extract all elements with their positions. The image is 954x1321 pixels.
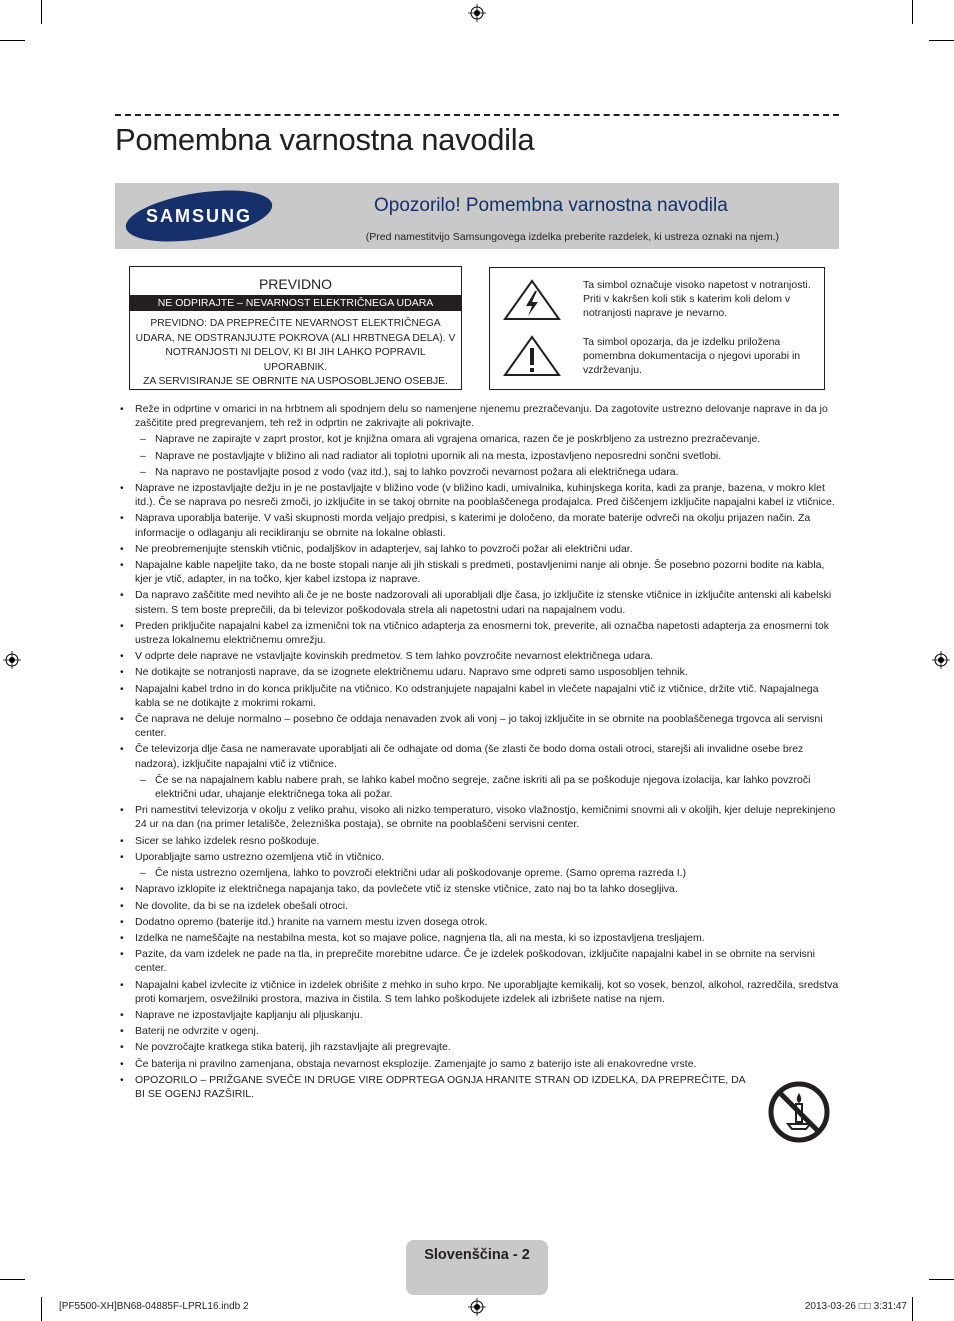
crop-mark [0, 40, 25, 41]
page-number-label: Slovenščina - 2 [424, 1247, 530, 1263]
caution-line: UDARA, NE ODSTRANJUJTE POKROVA (ALI HRBTNEGA DELA). V [135, 332, 456, 344]
no-open-flame-icon [768, 1081, 830, 1143]
high-voltage-icon [502, 278, 562, 322]
page-title: Pomembna varnostna navodila [115, 122, 535, 157]
registration-mark-icon [468, 1298, 486, 1316]
sub-list-item: – Naprave ne postavljajte v bližino ali nad radiator ali toplotni upornik ali na mesta, izpostavljeno neposredni sončni svetlobi. [120, 449, 842, 463]
list-item: • Baterij ne odvrzite v ogenj. [120, 1024, 842, 1038]
list-item: • Izdelka ne nameščajte na nestabilna mesta, kot so majave police, nagnjena tla, ali na mesta, ki so izpostavljena tresljajem. [120, 931, 842, 945]
footer-file: [PF5500-XH]BN68-04885F-LPRL16.indb 2 [59, 1301, 249, 1312]
symbols-box [489, 267, 825, 390]
warning-banner [115, 183, 839, 249]
footer-timestamp: 2013-03-26 □□ 3:31:47 [804, 1301, 907, 1312]
crop-mark [912, 1297, 913, 1321]
caution-heading: PREVIDNO [258, 276, 333, 292]
caution-bar: NE ODPIRAJTE – NEVARNOST ELEKTRIČNEGA UDARA [130, 295, 461, 311]
registration-mark-icon [3, 651, 21, 669]
list-item: • Pazite, da vam izdelek ne pade na tla, in preprečite morebitne udarce. Če je izdelek poškodovan, izključite napajalni kabel in se obrnite na servisni center. [120, 947, 842, 975]
registration-mark-icon [468, 4, 486, 22]
list-item: • V odprte dele naprave ne vstavljajte kovinskih predmetov. S tem lahko povzročite nevarnost električnega udara. [120, 649, 842, 663]
instruction-list [120, 402, 842, 1103]
crop-mark [912, 0, 913, 24]
list-item: • Če televizorja dlje časa ne nameravate uporabljati ali če odhajate od doma (še zlasti če bodo doma ostali otroci, starejši ali invalidne osebe brez nadzora), izključite napajalni vtič iz vtičnice. [120, 742, 842, 770]
list-item: • Dodatno opremo (baterije itd.) hranite na varnem mestu izven dosega otrok. [120, 915, 842, 929]
warning-text: Ta simbol opozarja, da je izdelku priložena pomembna dokumentacija o njegovi uporabi in vzdrževanju. [583, 336, 801, 376]
list-item: • Če naprava ne deluje normalno – posebno če oddaja nenavaden zvok ali vonj – jo takoj izključite in se obrnite na pooblaščenega trgovca ali servisni center. [120, 712, 842, 740]
page-tab [406, 1240, 548, 1295]
list-item: • Sicer se lahko izdelek resno poškoduje. [120, 834, 842, 848]
list-item: • Ne dotikajte se notranjosti naprave, da se izognete električnemu udaru. Napravo sme odpreti samo usposobljen tehnik. [120, 665, 842, 679]
list-item: • Pri namestitvi televizorja v okolju z veliko prahu, visoko ali nizko temperaturo, visoko vlažnostjo, kemičnimi snovmi ali v okoljih, kjer deluje neprekinjeno 24 ur na dan (na primer letališče, železniška postaja), se obrnite na pooblaščeni servisni center. [120, 803, 842, 831]
crop-mark [41, 1297, 42, 1321]
crop-mark [929, 1279, 954, 1280]
list-item: • Napajalni kabel izvlecite iz vtičnice in izdelek obrišite z mehko in suho krpo. Ne uporabljajte kemikalij, kot so vosek, benzol, alkohol, razredčila, sredstva proti komarjem, osvežilniki prostora, maziva in čistila. S tem lahko poškodujete izdelek ali izbrišete natise na njem. [120, 978, 842, 1006]
banner-subtitle: (Pred namestitvijo Samsungovega izdelka preberite razdelek, ki ustreza oznaki na njem.) [365, 231, 779, 243]
list-item: • OPOZORILO – PRIŽGANE SVEČE IN DRUGE VIRE ODPRTEGA OGNJA HRANITE STRAN OD IZDELKA, DA PREPREČITE, DA BI SE OGENJ RAZŠIRIL. [120, 1073, 750, 1101]
sub-list-item: – Če nista ustrezno ozemljena, lahko to povzroči električni udar ali poškodovanje opreme. (Samo oprema razreda I.) [120, 866, 842, 880]
list-item: • Naprave ne izpostavljajte kapljanju ali pljuskanju. [120, 1008, 842, 1022]
caution-line: ZA SERVISIRANJE SE OBRNITE NA USPOSOBLJENO OSEBJE. [143, 376, 448, 387]
list-item: • Napajalne kable napeljite tako, da ne boste stopali nanje ali jih stiskali s predmeti, postavljenimi nanje ali obnje. Še posebno pozorni bodite na kabla, kjer je vtič, adapter, in na točko, kjer kabel izstopa iz naprave. [120, 558, 842, 586]
list-item: • Naprava uporablja baterije. V vaši skupnosti morda veljajo predpisi, s katerimi je določeno, da morate baterije odvreči na okolju prijazen način. Za informacije o odlaganju ali recikliranju se obrnite na lokalne oblasti. [120, 511, 842, 539]
list-item: • Preden priključite napajalni kabel za izmenični tok na vtičnico adapterja za enosmerni tok, preverite, ali označba napetosti adapterja za enosmerni tok ustreza lokalnemu električnemu omrežju. [120, 619, 842, 647]
registration-mark-icon [932, 651, 950, 669]
caution-line: PREVIDNO: DA PREPREČITE NEVARNOST ELEKTRIČNEGA [150, 318, 441, 329]
sub-list-item: – Naprave ne zapirajte v zaprt prostor, kot je knjižna omara ali vgrajena omarica, razen če je poskrbljeno za ustrezno prezračevanje. [120, 432, 842, 446]
crop-mark [41, 0, 42, 24]
list-item: • Napravo izklopite iz električnega napajanja tako, da povlečete vtič iz stenske vtičnice, zato naj bo ta lahko dosegljiva. [120, 882, 842, 896]
sub-list-item: – Na napravo ne postavljajte posod z vodo (vaz itd.), saj to lahko povzroči nevarnost požara ali električnega udara. [120, 465, 842, 479]
banner-title: Opozorilo! Pomembna varnostna navodila [374, 195, 728, 216]
list-item: • Ne preobremenjujte stenskih vtičnic, podaljškov in adapterjev, saj lahko to povzroči požar ali električni udar. [120, 542, 842, 556]
list-item: • Ne povzročajte kratkega stika baterij, jih razstavljajte ali pregrevajte. [120, 1040, 842, 1054]
list-item: • Da napravo zaščitite med nevihto ali če je ne boste nadzorovali ali uporabljali dlje časa, jo izključite iz stenske vtičnice in izključite antenski ali kabelski sistem. S tem boste preprečili, da bi televizor poškodovala strela ali napetostni udari na napajalnem vodu. [120, 588, 842, 616]
title-divider [115, 114, 839, 116]
caution-box [129, 266, 462, 390]
list-item: • Če baterija ni pravilno zamenjana, obstaja nevarnost eksplozije. Zamenjajte jo samo z baterijo iste ali enakovredne vrste. [120, 1057, 842, 1071]
list-item: • Uporabljajte samo ustrezno ozemljena vtič in vtičnico. [120, 850, 842, 864]
caution-body [130, 311, 461, 390]
caution-line: NOTRANJOSTI NI DELOV, KI BI JIH LAHKO POPRAVIL UPORABNIK. [165, 347, 426, 373]
list-item: • Napajalni kabel trdno in do konca priključite na vtičnico. Ko odstranjujete napajalni kabel in vlečete napajalni vtič iz vtičnice, držite vtič. Napajalnega kabla se ne dotikajte z mokrimi rokami. [120, 682, 842, 710]
sub-list-item: – Če se na napajalnem kablu nabere prah, se lahko kabel močno segreje, začne iskriti ali pa se poškoduje njegova izolacija, kar lahko povzroči električni udar, uhajanje električnega toka ali požar. [120, 773, 842, 801]
list-item: • Reže in odprtine v omarici in na hrbtnem ali spodnjem delu so namenjene njenemu prezračevanju. Da zagotovite ustrezno delovanje naprave in da jo zaščitite pred pregrevanjem, teh rež in odprtin ne zakrivajte ali pokrivajte. [120, 402, 842, 430]
crop-mark [929, 40, 954, 41]
crop-mark [0, 1279, 25, 1280]
list-item: • Naprave ne izpostavljajte dežju in je ne postavljajte v bližino vode (v bližino kadi, umivalnika, kuhinjskega korita, kadi za pranje, bazena, v mokro klet itd.). Če se naprava po nesreči zmoči, jo izključite in se takoj obrnite na pooblaščenega prodajalca. Pred čiščenjem izključite napajalni kabel iz vtičnice. [120, 481, 842, 509]
svg-text:SAMSUNG: SAMSUNG [145, 206, 253, 226]
high-voltage-text: Ta simbol označuje visoko napetost v notranjosti. Priti v kakršen koli stik s katerim koli delom v notranjosti naprave je nevarno. [583, 279, 811, 319]
list-item: • Ne dovolite, da bi se na izdelek obešali otroci. [120, 899, 842, 913]
warning-exclamation-icon [502, 334, 562, 378]
